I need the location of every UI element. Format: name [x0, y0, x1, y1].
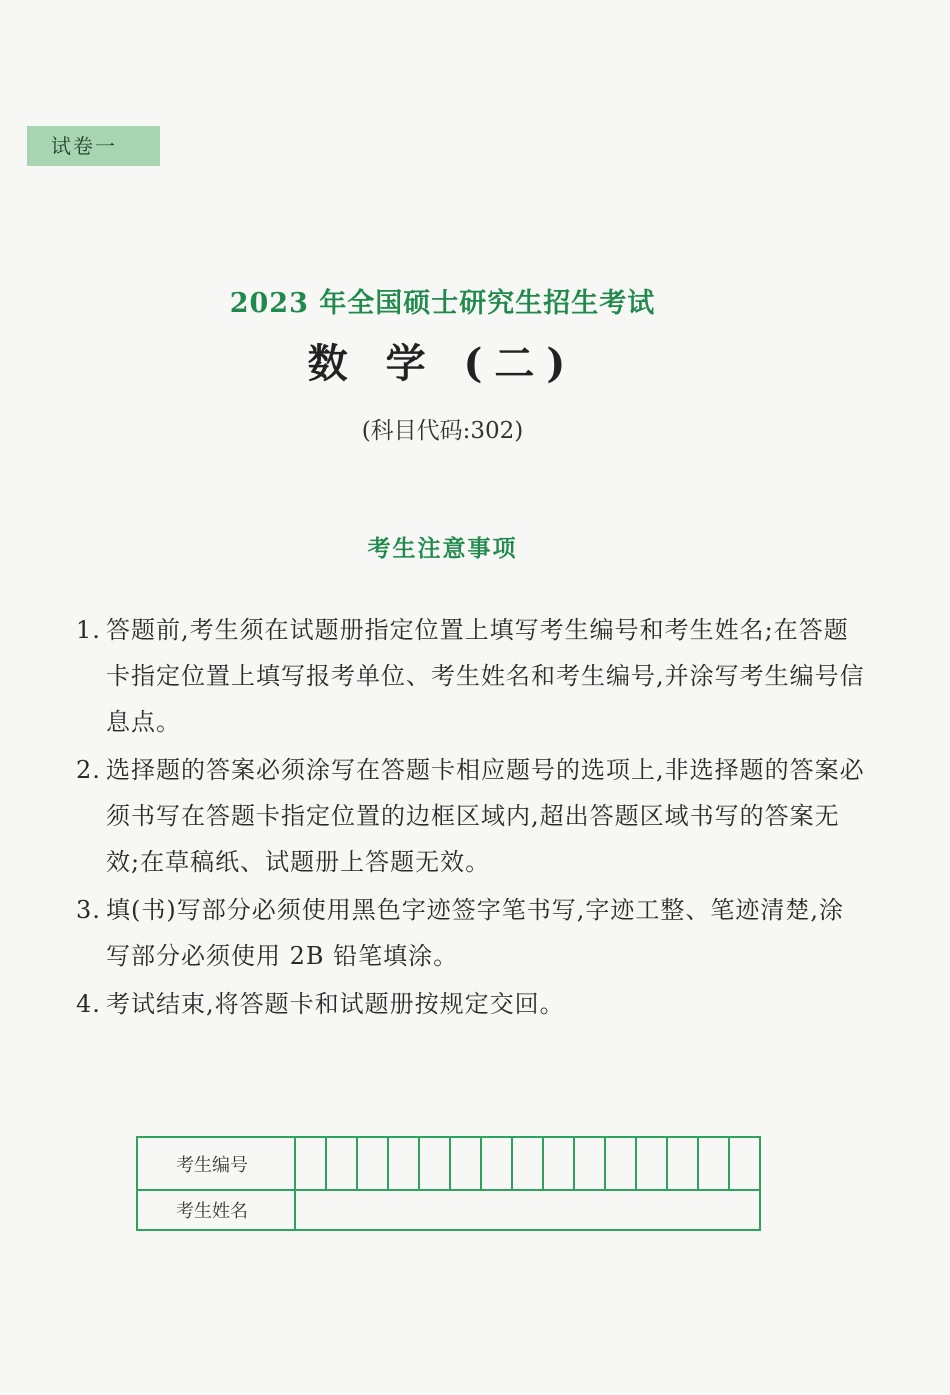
notice-number: 4.: [76, 990, 101, 1018]
candidate-id-row: [137, 1137, 760, 1190]
notice-text: 填(书)写部分必须使用黑色字迹签字笔书写,字迹工整、笔迹清楚,涂写部分必须使用 2B 铅笔填涂。: [106, 896, 844, 970]
candidate-info-table: [136, 1136, 761, 1231]
candidate-name-row: [137, 1190, 760, 1230]
notice-text: 考试结束,将答题卡和试题册按规定交回。: [106, 990, 565, 1018]
notice-list: [76, 607, 866, 1029]
candidate-id-digit-box[interactable]: [419, 1137, 450, 1190]
candidate-id-digit-box[interactable]: [729, 1137, 760, 1190]
candidate-name-label: 考生姓名: [137, 1190, 295, 1230]
booklet-tag: 试卷一: [27, 126, 160, 166]
notice-number: 1.: [76, 616, 101, 644]
candidate-id-digit-box[interactable]: [667, 1137, 698, 1190]
notice-item: [76, 607, 866, 745]
notice-item: [76, 981, 866, 1027]
subject-code: (科目代码:302): [361, 418, 524, 444]
candidate-id-digit-box[interactable]: [698, 1137, 729, 1190]
notice-item: [76, 747, 866, 885]
candidate-name-field[interactable]: [295, 1190, 760, 1230]
candidate-id-digit-box[interactable]: [388, 1137, 419, 1190]
notice-text: 答题前,考生须在试题册指定位置上填写考生编号和考生姓名;在答题卡指定位置上填写报考单位、考生姓名和考生编号,并涂写考生编号信息点。: [106, 616, 865, 736]
subject-title: 数 学 (二): [307, 340, 578, 387]
notice-item: [76, 887, 866, 979]
candidate-id-digit-box[interactable]: [512, 1137, 543, 1190]
candidate-id-digit-box[interactable]: [574, 1137, 605, 1190]
notice-number: 3.: [76, 896, 101, 924]
candidate-id-digit-box[interactable]: [636, 1137, 667, 1190]
candidate-id-digit-box[interactable]: [295, 1137, 326, 1190]
candidate-id-digit-box[interactable]: [450, 1137, 481, 1190]
notice-number: 2.: [76, 756, 101, 784]
candidate-id-digit-box[interactable]: [543, 1137, 574, 1190]
candidate-id-digit-box[interactable]: [605, 1137, 636, 1190]
candidate-id-label: 考生编号: [137, 1137, 295, 1190]
notice-heading: 考生注意事项: [367, 536, 518, 562]
candidate-id-digit-box[interactable]: [481, 1137, 512, 1190]
notice-text: 选择题的答案必须涂写在答题卡相应题号的选项上,非选择题的答案必须书写在答题卡指定位置的边框区域内,超出答题区域书写的答案无效;在草稿纸、试题册上答题无效。: [106, 756, 865, 876]
exam-title: 2023 年全国硕士研究生招生考试: [229, 288, 656, 319]
candidate-id-digit-box[interactable]: [357, 1137, 388, 1190]
candidate-id-digit-box[interactable]: [326, 1137, 357, 1190]
